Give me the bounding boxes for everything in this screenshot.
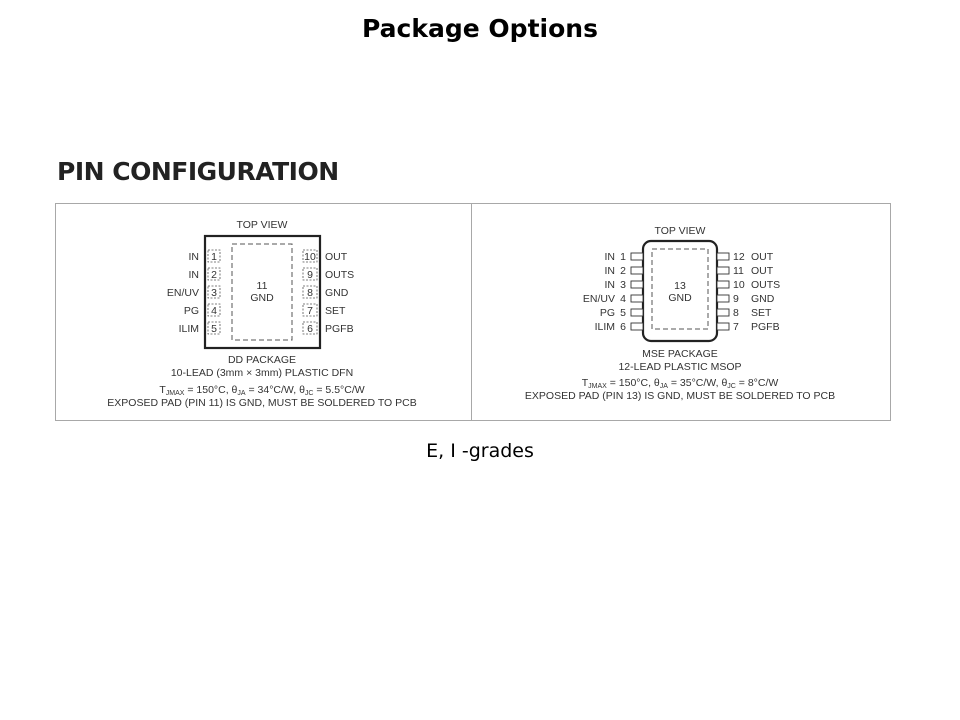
- dd-pad-name: GND: [250, 292, 274, 304]
- mse-pin-name: IN: [604, 279, 615, 291]
- dd-pin-number: 1: [211, 251, 217, 263]
- dd-pin-number: 3: [211, 287, 217, 299]
- dd-pad-number: 11: [256, 280, 268, 292]
- mse-pin-number: 7: [733, 321, 739, 333]
- dd-pin-name: PGFB: [325, 323, 354, 335]
- mse-pin-name: GND: [751, 293, 775, 305]
- dd-top-view-label: TOP VIEW: [236, 219, 288, 231]
- mse-pin-number: 9: [733, 293, 739, 305]
- mse-pin-number: 10: [733, 279, 745, 291]
- frame-divider: [471, 203, 472, 421]
- mse-pin-name: IN: [604, 251, 615, 263]
- dd-pin-name: IN: [188, 269, 199, 281]
- dd-package-description: 10-LEAD (3mm × 3mm) PLASTIC DFN: [170, 367, 354, 379]
- mse-package-name: MSE PACKAGE: [642, 348, 718, 360]
- mse-pin-number: 3: [620, 279, 626, 291]
- mse-package-description: 12-LEAD PLASTIC MSOP: [618, 361, 742, 373]
- mse-pin-number: 11: [733, 265, 744, 277]
- mse-pin-number: 8: [733, 307, 739, 319]
- mse-pad-name: GND: [668, 292, 692, 304]
- mse-thermal-specs: TJMAX = 150°C, θJA = 35°C/W, θJC = 8°C/W: [581, 377, 779, 390]
- mse-pin-number: 6: [620, 321, 626, 333]
- dd-package-name: DD PACKAGE: [227, 354, 297, 366]
- dd-thermal-specs: TJMAX = 150°C, θJA = 34°C/W, θJC = 5.5°C/W: [159, 384, 365, 397]
- mse-pin-name: OUT: [751, 265, 774, 277]
- dd-pin-number: 9: [307, 269, 313, 281]
- mse-pin-name: ILIM: [594, 321, 615, 333]
- dd-pin-number: 4: [211, 305, 217, 317]
- dd-exposed-pad-note: EXPOSED PAD (PIN 11) IS GND, MUST BE SOLDERED TO PCB: [107, 397, 417, 409]
- dd-pin-name: OUT: [325, 251, 348, 263]
- dd-pin-number: 8: [307, 287, 313, 299]
- mse-exposed-pad-note: EXPOSED PAD (PIN 13) IS GND, MUST BE SOLDERED TO PCB: [524, 390, 836, 402]
- mse-pin-number: 5: [620, 307, 626, 319]
- mse-pin-number: 4: [620, 293, 626, 305]
- dd-pin-name: ILIM: [178, 323, 199, 335]
- mse-pin-name: SET: [751, 307, 772, 319]
- mse-pin-name: OUTS: [751, 279, 781, 291]
- mse-pin-name: PGFB: [751, 321, 780, 333]
- dd-pin-name: OUTS: [325, 269, 355, 281]
- mse-pin-name: PG: [599, 307, 615, 319]
- dd-pin-name: SET: [325, 305, 346, 317]
- dd-pin-name: EN/UV: [166, 287, 199, 299]
- mse-pin-name: OUT: [751, 251, 774, 263]
- mse-pin-number: 12: [733, 251, 745, 263]
- mse-pin-number: 2: [620, 265, 626, 277]
- dd-pin-name: PG: [183, 305, 199, 317]
- mse-pin-name: EN/UV: [582, 293, 615, 305]
- dd-pin-number: 6: [307, 323, 313, 335]
- dd-pin-number: 2: [211, 269, 217, 281]
- mse-pin-name: IN: [604, 265, 615, 277]
- grades-caption: E, I -grades: [426, 440, 534, 462]
- section-heading: PIN CONFIGURATION: [57, 157, 339, 186]
- slide-title: Package Options: [362, 14, 598, 43]
- dd-pin-number: 5: [211, 323, 217, 335]
- dd-pin-name: GND: [325, 287, 349, 299]
- dd-pin-number: 7: [307, 305, 313, 317]
- mse-top-view-label: TOP VIEW: [654, 225, 706, 237]
- mse-pad-number: 13: [674, 280, 686, 292]
- dd-pin-number: 10: [304, 251, 316, 263]
- pin-configuration-frame: [55, 203, 891, 421]
- mse-pin-number: 1: [620, 251, 626, 263]
- dd-pin-name: IN: [188, 251, 199, 263]
